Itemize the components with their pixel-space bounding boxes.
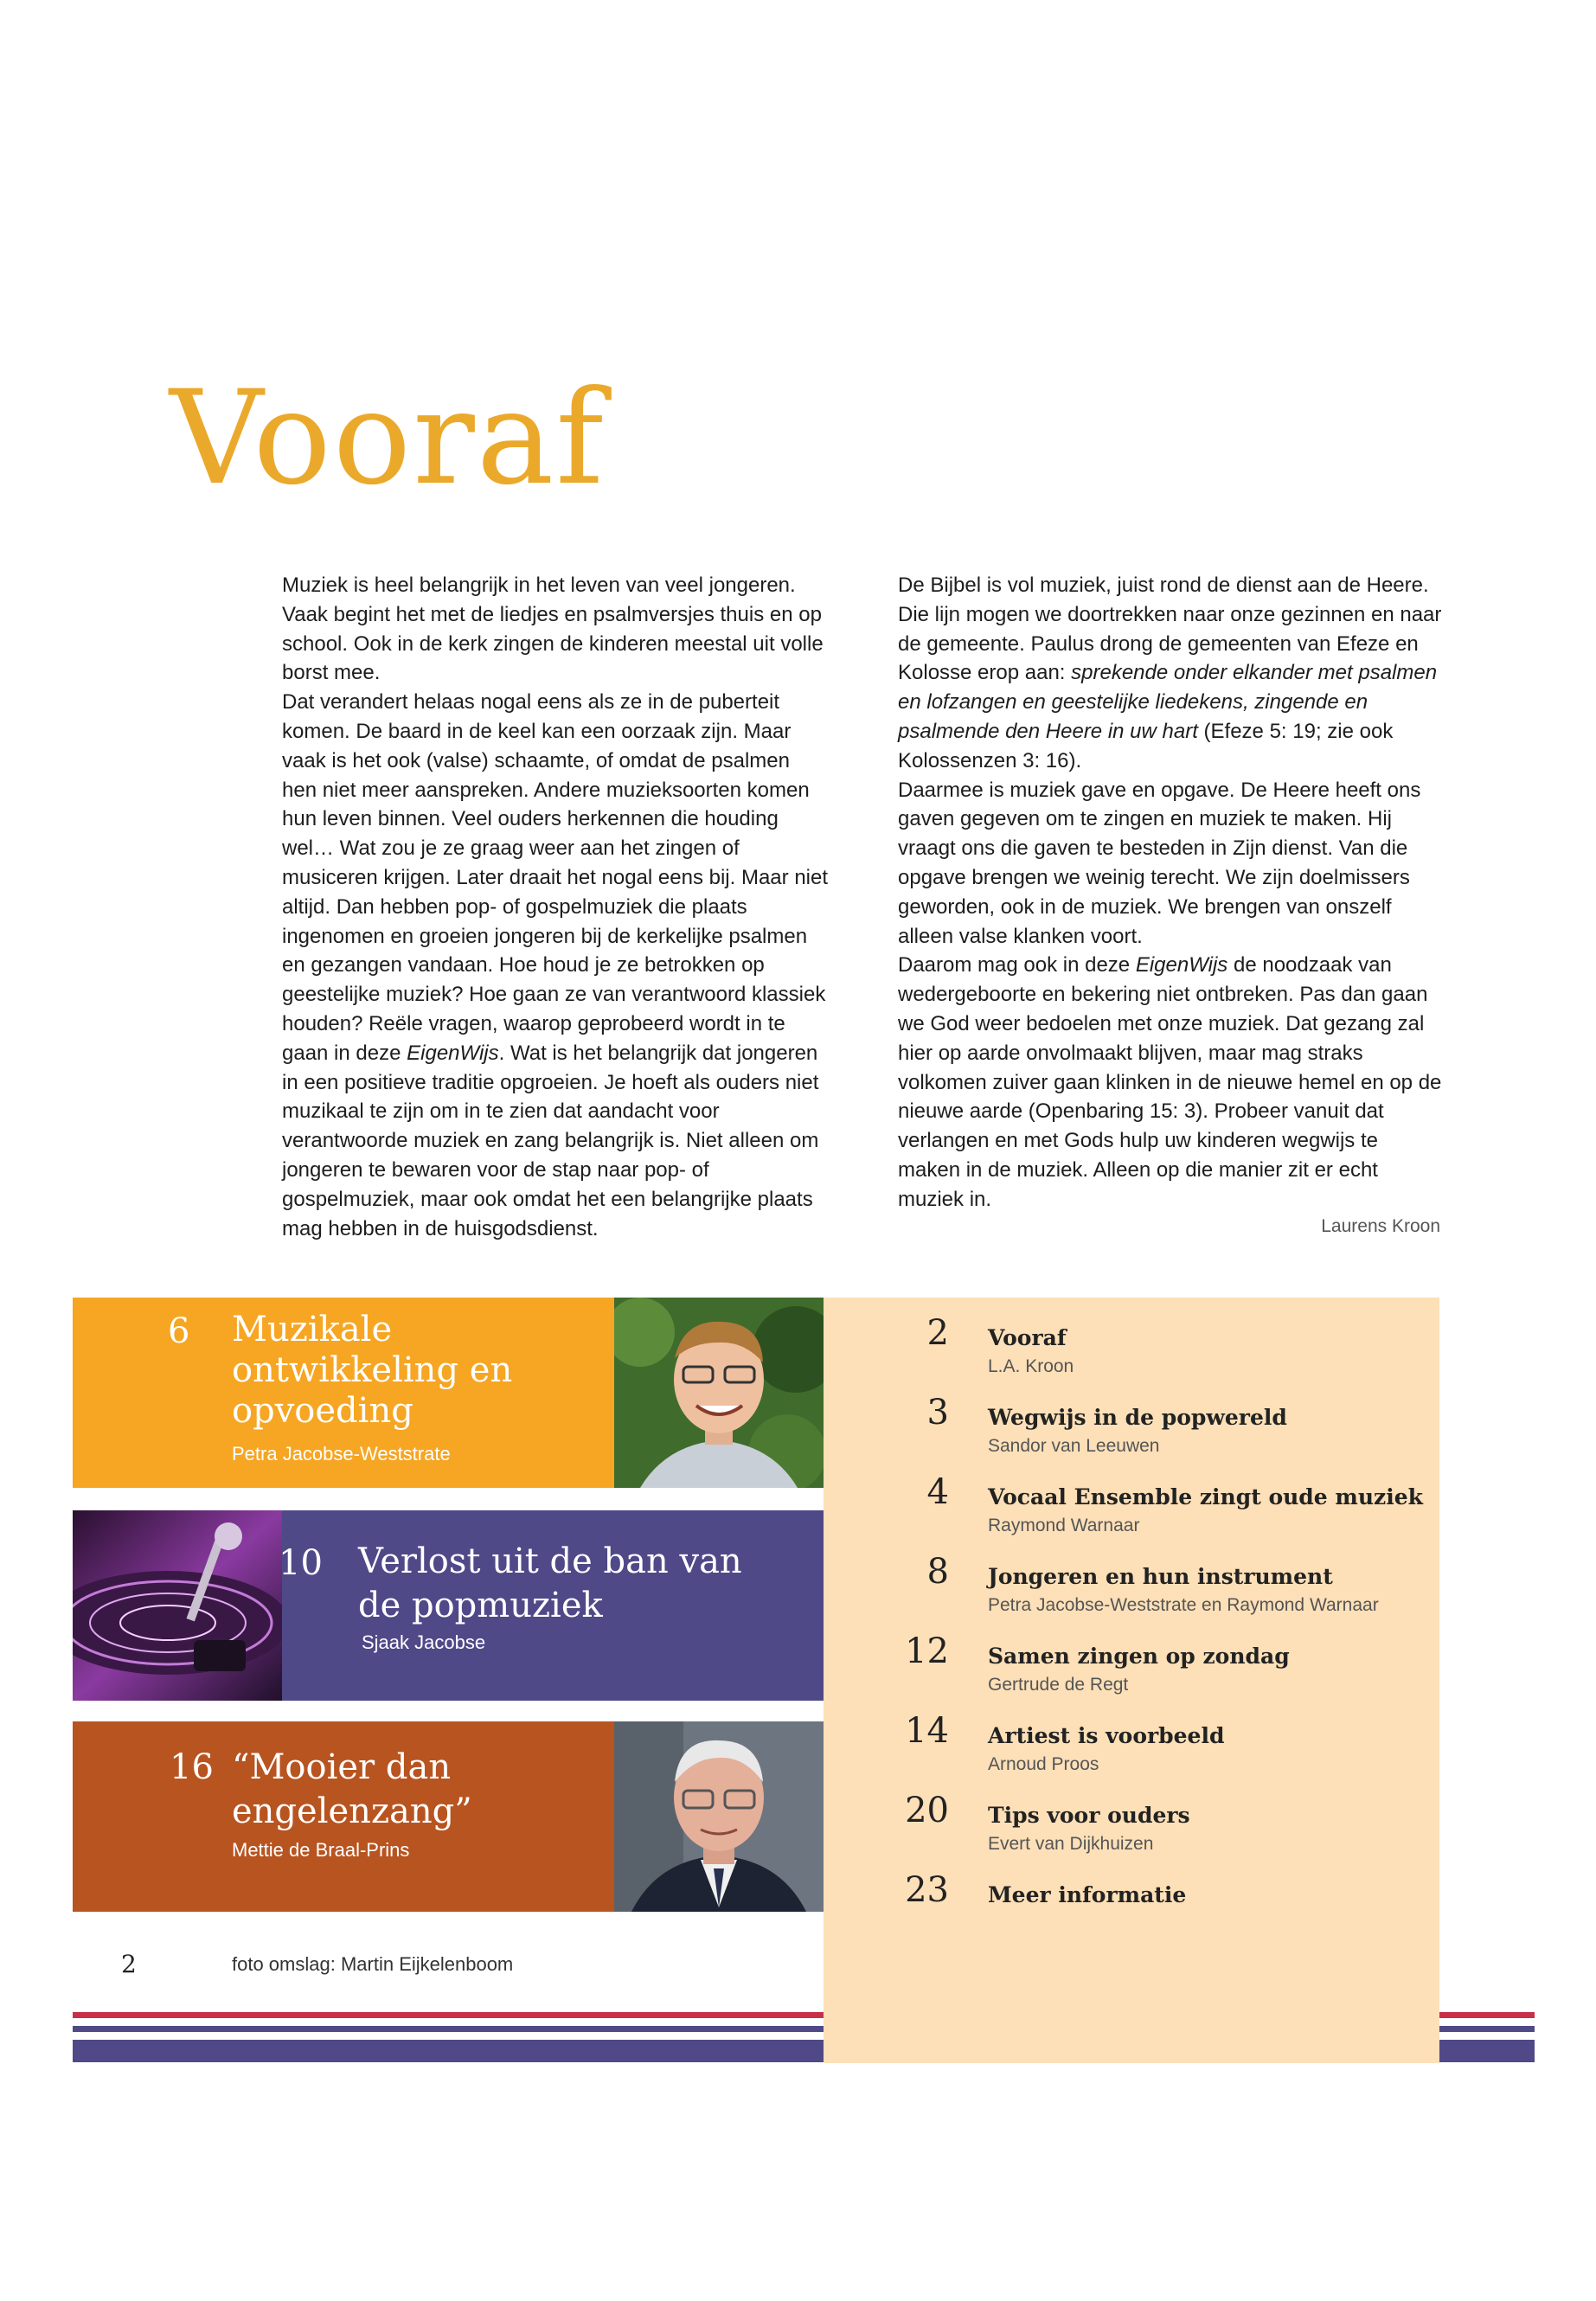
feature-card-3[interactable] (73, 1721, 824, 1912)
toc-item[interactable] (824, 1870, 1439, 1948)
feature-title: “Mooier dan engelenzang” (232, 1747, 472, 1831)
toc-author: Evert van Dijkhuizen (988, 1834, 1154, 1854)
feature-author: Petra Jacobse-Weststrate (232, 1443, 451, 1465)
portrait-photo-young-man (614, 1298, 824, 1488)
toc-author: Arnoud Proos (988, 1754, 1099, 1774)
toc-page-number: 23 (905, 1870, 949, 1910)
toc-page-number: 3 (926, 1393, 949, 1433)
intro-paragraph-1: Muziek is heel belangrijk in het leven van veel jongeren. Vaak begint het met de liedjes en psalmversjes thuis en op school. Ook in de kerk zingen de kinderen meestal uit volle borst mee. (282, 574, 824, 685)
toc-title: Samen zingen op zondag (988, 1644, 1290, 1669)
toc-author: Sandor van Leeuwen (988, 1436, 1160, 1456)
page-title: Vooraf (170, 363, 606, 514)
toc-item[interactable] (824, 1472, 1439, 1550)
magazine-name: EigenWijs (1135, 953, 1228, 977)
toc-stripe-overlay (824, 2007, 1439, 2063)
toc-item[interactable] (824, 1631, 1439, 1709)
intro-paragraph-5: Daarom mag ook in deze EigenWijs de noodzaak van wedergeboorte en bekering niet ontbreken. Pas dan gaan we God weer bedoelen met onze muziek. Dat gezang zal hier op aarde onvolmaakt blijven, maar mag straks volkomen zuiver gaan klinken in de nieuwe hemel en op de nieuwe aarde (Openbaring 15: 3). Probeer vanuit dat verlangen en met Gods hulp uw kinderen wegwijs te maken in de muziek. Alleen op die manier zit er echt muziek in. (898, 953, 1442, 1211)
toc-page-number: 12 (905, 1631, 949, 1671)
toc-page-number: 8 (926, 1552, 949, 1592)
feature-card-1[interactable] (73, 1298, 824, 1488)
table-of-contents (824, 1298, 1439, 2063)
toc-item[interactable] (824, 1393, 1439, 1471)
toc-page-number: 20 (905, 1791, 949, 1830)
toc-title: Vocaal Ensemble zingt oude muziek (988, 1484, 1423, 1509)
toc-title: Tips voor ouders (988, 1803, 1190, 1828)
feature-title: Verlost uit de ban van de popmuziek (358, 1541, 742, 1625)
record-player-photo (73, 1510, 282, 1701)
feature-title: Muzikale ontwikkeling en opvoeding (232, 1310, 513, 1431)
intro-paragraph-2: Dat verandert helaas nogal eens als ze in de puberteit komen. De baard in de keel kan een oorzaak zijn. Maar vaak is het ook (valse) schaamte, of omdat de psalmen hen niet meer aanspreken. Andere muzieksoorten komen hun leven binnen. Veel ouders herkennen die houding wel… Wat zou je ze graag weer aan het zingen of musiceren krijgen. Later draait het nogal eens bij. Maar niet altijd. Dan hebben pop- of gospelmuziek die plaats ingenomen en groeien jongeren bij de kerkelijke psalmen en gezangen vandaan. Hoe houd je ze betrokken op geestelijke muziek? Hoe gaan ze van verantwoord klassiek houden? Reële vragen, waarop geprobeerd wordt in te gaan in deze EigenWijs. Wat is het belangrijk dat jongeren in een positieve traditie opgroeien. Je hoeft als ouders niet muzikaal te zijn om in te zien dat aandacht voor verantwoorde muziek en zang belangrijk is. Niet alleen om jongeren te bewaren voor de stap naar pop- of gospelmuziek, maar ook omdat het een belangrijke plaats mag hebben in de huisgodsdienst. (282, 690, 829, 1240)
toc-item[interactable] (824, 1791, 1439, 1868)
toc-title: Wegwijs in de popwereld (988, 1405, 1287, 1430)
toc-page-number: 2 (926, 1313, 949, 1353)
toc-item[interactable] (824, 1552, 1439, 1630)
intro-column-left (282, 571, 829, 1243)
feature-number: 6 (168, 1311, 190, 1351)
feature-number: 10 (279, 1543, 323, 1583)
feature-author: Sjaak Jacobse (362, 1631, 486, 1653)
toc-page-number: 14 (905, 1711, 949, 1751)
toc-page-number: 4 (926, 1472, 949, 1512)
toc-author: L.A. Kroon (988, 1356, 1074, 1376)
toc-author: Gertrude de Regt (988, 1675, 1129, 1695)
feature-number: 16 (170, 1747, 214, 1787)
toc-author: Petra Jacobse-Weststrate en Raymond Warnaar (988, 1595, 1379, 1615)
toc-title: Artiest is voorbeeld (988, 1723, 1225, 1748)
toc-item[interactable] (824, 1313, 1439, 1391)
intro-paragraph-4: Daarmee is muziek gave en opgave. De Heere heeft ons gaven gegeven om te zingen en muziek te maken. Hij vraagt ons die gaven te besteden in Zijn dienst. Van die opgave brengen we weinig terecht. We zijn doelmissers geworden, ook in de muziek. We brengen van onszelf alleen valse klanken voort. (898, 778, 1421, 948)
intro-paragraph-3: De Bijbel is vol muziek, juist rond de dienst aan de Heere. Die lijn mogen we doortrekken naar onze gezinnen en naar de gemeente. Paulus drong de gemeenten van Efeze en Kolosse erop aan: sprekende onder elkander met psalmen en lofzangen en geestelijke liedekens, zingende en psalmende den Heere in uw hart (Efeze 5: 19; zie ook Kolossenzen 3: 16). (898, 574, 1442, 772)
toc-author: Raymond Warnaar (988, 1516, 1140, 1535)
toc-title: Vooraf (988, 1325, 1067, 1350)
feature-card-2[interactable] (73, 1510, 824, 1701)
portrait-photo-older-man (614, 1721, 824, 1912)
toc-item[interactable] (824, 1711, 1439, 1789)
feature-author: Mettie de Braal-Prins (232, 1839, 410, 1861)
page-number: 2 (121, 1950, 137, 1978)
magazine-name: EigenWijs (407, 1041, 499, 1065)
toc-title: Meer informatie (988, 1882, 1187, 1907)
bible-quote: sprekende onder elkander met psalmen en lofzangen en geestelijke liedekens, zingende en psalmende den Heere in uw hart (898, 661, 1438, 743)
toc-title: Jongeren en hun instrument (988, 1564, 1333, 1589)
photo-credit: foto omslag: Martin Eijkelenboom (232, 1953, 514, 1975)
intro-column-right (898, 571, 1445, 1215)
author-signature: Laurens Kroon (1321, 1216, 1440, 1236)
